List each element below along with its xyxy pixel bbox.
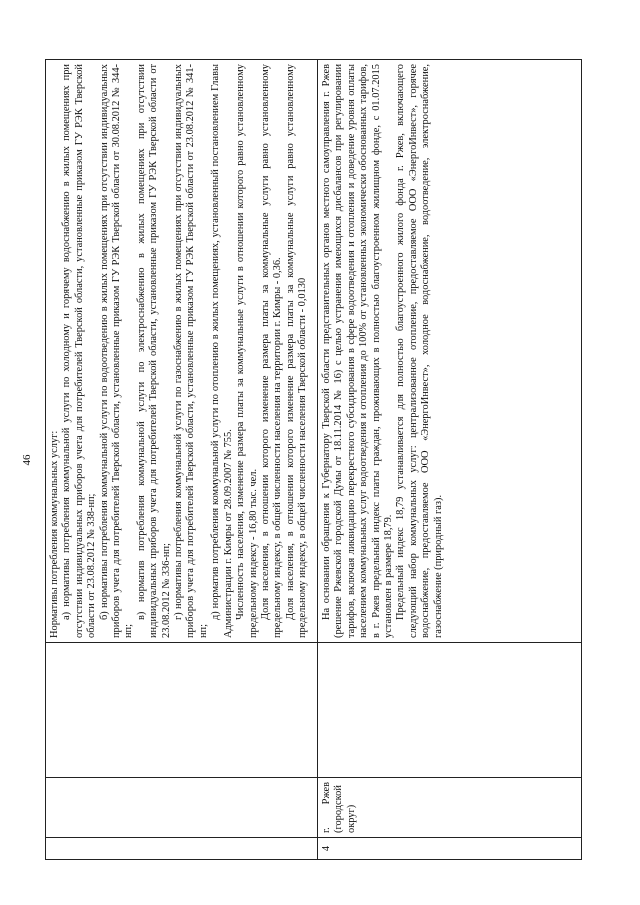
paragraph: Доля населения, в отношении которого изменение размера платы за коммунальные услуги равно установленному предельному индексу, в общей численности населения Тверской области - 0,0130 bbox=[284, 64, 309, 638]
municipality-cell bbox=[46, 778, 318, 838]
tariff-table bbox=[45, 59, 582, 860]
empty-cell bbox=[318, 643, 582, 778]
paragraph: Доля населения, в отношении которого изменение размера платы за коммунальные услуги равно установленному предельному индексу, в общей численности населения на территории г. Кимры - 0,36. bbox=[259, 64, 284, 638]
paragraph: г) нормативы потребления коммунальной услуги по газоснабжению в жилых помещениях при отсутствии индивидуальных приборов учета для потребителей Тверской области, установленные приказом ГУ РЭК Тверской области от 23.08.2012 № 341-нп; bbox=[173, 64, 209, 638]
paragraph: а) нормативы потребления коммунальной услуги по холодному и горячему водоснабжению в жилых помещениях при отсутствии индивидуальных приборов учета для потребителей Тверской области, установленные приказом ГУ РЭК Тверской области от 23.08.2012 № 338-нп; bbox=[61, 64, 98, 638]
rotated-page bbox=[21, 60, 605, 860]
row-number: 4 bbox=[318, 838, 582, 860]
municipality-cell: г. Ржев (городской округ) bbox=[318, 778, 582, 838]
paragraph: Предельный индекс 18,79 устанавливается для полностью благоустроенного жилого фонда г. Ржев, включающего следующий набор коммунальных услуг: централизованное отопление, предоставляемое ООО «ЭнергоИнвест», горячее водоснабжение, предоставляемое ООО «ЭнергоИнвест», холодное водоснабжение, водоотведение, электроснабжение, газоснабжение (природный газ). bbox=[395, 64, 444, 638]
paragraph: в) норматив потребления коммунальной услуги по электроснабжению в жилых помещениях при отсутствии индивидуальных приборов учета для потребителей Тверской области, установленные приказом ГУ РЭК Тверской области от 23.08.2012 № 336-нп; bbox=[135, 64, 172, 638]
paragraph: б) нормативы потребления коммунальной услуги по водоотведению в жилых помещениях при отсутствии индивидуальных приборов учета для потребителей Тверской области, установленные приказом ГУ РЭК Тверской области от 30.08.2012 № 344-нп; bbox=[98, 64, 135, 638]
table-row bbox=[46, 60, 318, 860]
empty-cell bbox=[46, 643, 318, 778]
paragraph: Численность населения, изменение размера платы за коммунальные услуги в отношении которого равно установленному предельному индексу - 16,80 тыс. чел. bbox=[235, 64, 259, 638]
description-cell bbox=[318, 60, 582, 643]
page-number: 46 bbox=[21, 454, 33, 466]
paragraph: На основании обращения к Губернатору Тверской области представительных органов местного самоуправления г. Ржев (решение Ржевской городской Думы от 18.11.2014 № 16) с целью устранения имеющихся дисбалансов при регулировании тарифов, включая ликвидацию перекрестного субсидирования в сфере водоотведения и отопления и доведение уровня оплаты населением коммунальных услуг водоотведения и отопления до 100% от установленных экономически обоснованных тарифов, в г. Ржев предельный индекс платы граждан, проживающих в полностью благоустроенном жилищном фонде, с 01.07.2015 установлен в размере 18,79. bbox=[321, 64, 395, 638]
description-cell bbox=[46, 60, 318, 643]
paragraph: Нормативы потребления коммунальных услуг: bbox=[49, 430, 60, 638]
paragraph: д) норматив потребления коммунальной услуги по отоплению в жилых помещениях, установленный постановлением Главы Администрации г. Кимры от 28.09.2007 № 755. bbox=[210, 64, 234, 638]
row-number bbox=[46, 838, 318, 860]
table-row bbox=[318, 60, 582, 860]
